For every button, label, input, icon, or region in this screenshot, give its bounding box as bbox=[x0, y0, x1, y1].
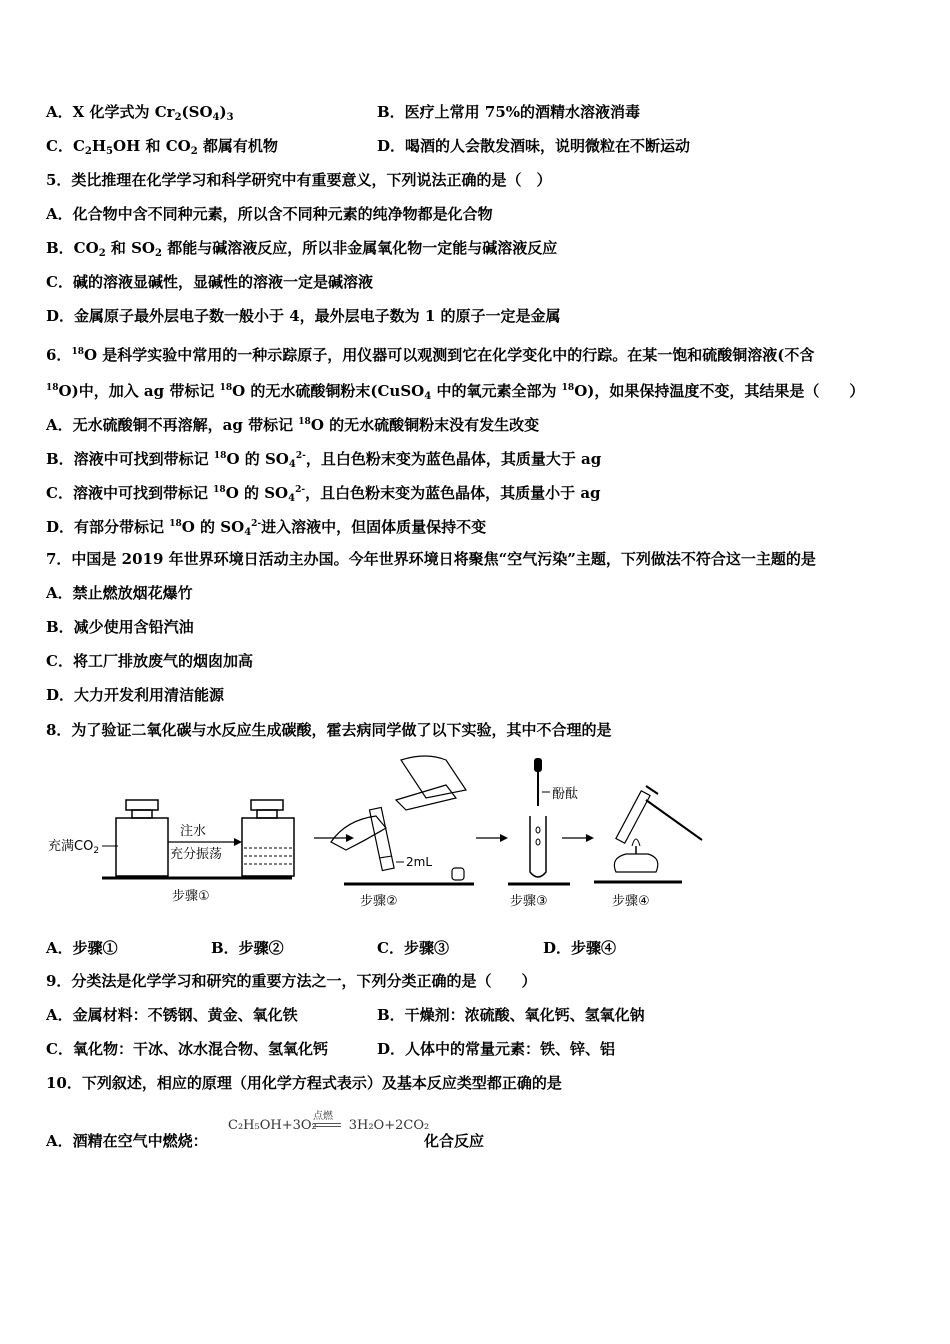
q6-option-a: A．无水硫酸铜不再溶解，ag 带标记 $^{18}$O 的无水硫酸铜粉末没有发生改变 bbox=[46, 416, 540, 434]
q9-option-c: C．氧化物：干冰、冰水混合物、氢氧化钙 bbox=[46, 1040, 328, 1058]
q8-option-c: C．步骤③ bbox=[377, 939, 449, 957]
q4-option-c: C．$C_2H_5OH$ 和 $CO_2$ 都属有机物 bbox=[46, 137, 278, 157]
q5-option-d: D．金属原子最外层电子数一般小于 4，最外层电子数为 1 的原子一定是金属 bbox=[46, 307, 561, 325]
eq-equals-sign bbox=[313, 1123, 341, 1127]
q9-option-a: A．金属材料：不锈钢、黄金、氧化铁 bbox=[46, 1006, 298, 1024]
fig-co2-label: 充满$CO_2$ bbox=[48, 839, 100, 856]
fig-step3-label: 步骤③ bbox=[510, 894, 548, 909]
fig-phenol-label: 酚酞 bbox=[552, 787, 579, 802]
q7-option-d: D．大力开发利用清洁能源 bbox=[46, 686, 225, 704]
q4-option-b: B．医疗上常用 75%的酒精水溶液消毒 bbox=[377, 103, 641, 121]
q6-option-c: C．溶液中可找到带标记 $^{18}$O 的 $SO_4^{2-}$，且白色粉末变为蓝色晶体，其质量小于 ag bbox=[46, 484, 601, 504]
q5-stem: 5．类比推理在化学学习和科学研究中有重要意义，下列说法正确的是（ ） bbox=[46, 171, 552, 189]
experiment-figure bbox=[46, 750, 746, 915]
q10-stem: 10．下列叙述，相应的原理（用化学方程式表示）及基本反应类型都正确的是 bbox=[46, 1074, 562, 1092]
q5-option-c: C．碱的溶液显碱性，显碱性的溶液一定是碱溶液 bbox=[46, 273, 373, 291]
eq-right: 3H₂O+2CO₂ bbox=[348, 1118, 430, 1133]
q9-stem: 9．分类法是化学学习和研究的重要方法之一，下列分类正确的是（ ） bbox=[46, 972, 537, 990]
q7-option-a: A．禁止燃放烟花爆竹 bbox=[46, 584, 193, 602]
q5-option-a: A．化合物中含不同种元素，所以含不同种元素的纯净物都是化合物 bbox=[46, 205, 493, 223]
eq-left: C₂H₅OH+3O₂ bbox=[228, 1118, 317, 1133]
q8-option-b: B．步骤② bbox=[211, 939, 284, 957]
q7-option-c: C．将工厂排放废气的烟囱加高 bbox=[46, 652, 253, 670]
q8-option-d: D．步骤④ bbox=[543, 939, 617, 957]
q6-option-b: B．溶液中可找到带标记 $^{18}$O 的 $SO_4^{2-}$，且白色粉末变为蓝色晶体，其质量大于 ag bbox=[46, 450, 602, 470]
q8-option-a: A．步骤① bbox=[46, 939, 118, 957]
q10-option-a-type: 化合反应 bbox=[424, 1132, 485, 1150]
q6-stem-line2: $^{18}$O)中，加入 ag 带标记 $^{18}$O 的无水硫酸铜粉末(CuSO$_4$ 中的氧元素全部为 $^{18}$O)，如果保持温度不变，其结果是（ ） bbox=[46, 382, 865, 402]
eq-condition: 点燃 bbox=[313, 1111, 333, 1122]
q7-stem: 7．中国是 2019 年世界环境日活动主办国。今年世界环境日将聚焦“空气污染”主题，下列做法不符合这一主题的是 bbox=[46, 550, 816, 568]
q10-option-a-label: A．酒精在空气中燃烧： bbox=[46, 1132, 208, 1150]
fig-step1-label: 步骤① bbox=[172, 889, 210, 904]
fig-2ml-label: 2mL bbox=[406, 855, 433, 869]
fig-step4-label: 步骤④ bbox=[612, 894, 650, 909]
q6-stem-line1: 6．$^{18}$O 是科学实验中常用的一种示踪原子，用仪器可以观测到它在化学变化中的行踪。在某一饱和硫酸铜溶液(不含 bbox=[46, 346, 815, 364]
q9-option-b: B．干燥剂：浓硫酸、氧化钙、氢氧化钠 bbox=[377, 1006, 645, 1024]
q9-option-d: D．人体中的常量元素：铁、锌、铝 bbox=[377, 1040, 616, 1058]
q5-option-b: B．$CO_2$ 和 $SO_2$ 都能与碱溶液反应，所以非金属氧化物一定能与碱溶液反应 bbox=[46, 239, 558, 259]
fig-water-label: 注水 bbox=[180, 824, 207, 839]
q4-option-d: D．喝酒的人会散发酒味，说明微粒在不断运动 bbox=[377, 137, 691, 155]
fig-step2-label: 步骤② bbox=[360, 894, 398, 909]
q4-option-a: A．X 化学式为 $Cr_2(SO_4)_3$ bbox=[46, 103, 234, 123]
q6-option-d: D．有部分带标记 $^{18}$O 的 $SO_4^{2-}$进入溶液中，但固体质量保持不变 bbox=[46, 518, 487, 538]
q8-stem: 8．为了验证二氧化碳与水反应生成碳酸，霍去病同学做了以下实验，其中不合理的是 bbox=[46, 721, 612, 739]
q7-option-b: B．减少使用含铅汽油 bbox=[46, 618, 194, 636]
fig-shake-label: 充分振荡 bbox=[170, 847, 223, 862]
